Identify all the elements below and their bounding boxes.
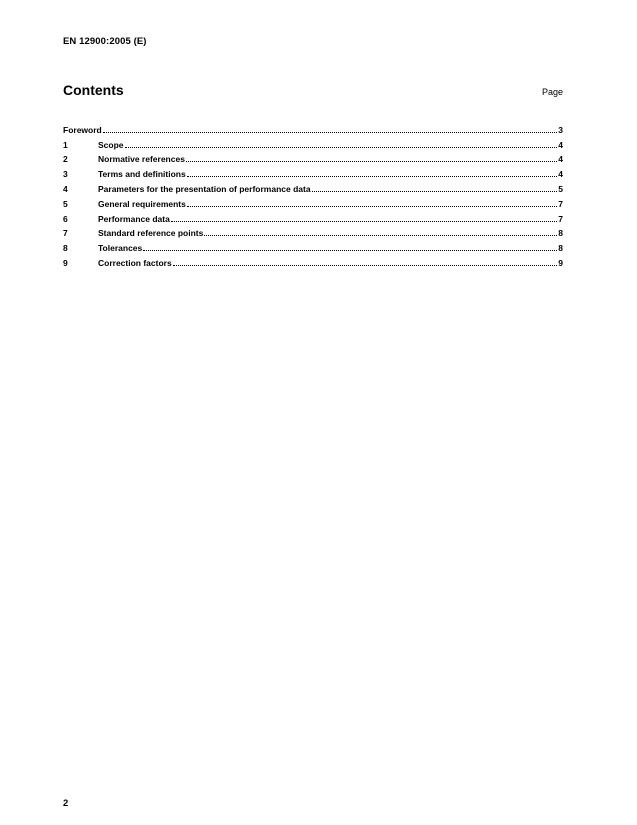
toc-entry-title: Terms and definitions — [98, 169, 186, 180]
page-number: 2 — [63, 798, 69, 809]
toc-entry-page: 4 — [558, 169, 563, 180]
toc-dot-leader — [143, 250, 557, 251]
toc-entry-number: 1 — [63, 139, 68, 150]
toc-entry-scope[interactable] — [63, 135, 563, 150]
toc-entry-title: Tolerances — [98, 243, 143, 254]
toc-entry-title: Foreword — [63, 124, 102, 135]
toc-entry-title: Scope — [98, 139, 124, 150]
document-header: EN 12900:2005 (E) — [63, 36, 147, 47]
toc-entry-page: 4 — [558, 139, 563, 150]
toc-entry-standard-reference-points[interactable] — [63, 224, 563, 239]
toc-entry-title: General requirements — [98, 198, 186, 209]
toc-entry-number: 4 — [63, 183, 68, 194]
page-column-label: Page — [541, 87, 563, 97]
table-of-contents — [63, 120, 563, 268]
toc-dot-leader — [125, 147, 558, 148]
toc-entry-page: 7 — [558, 213, 563, 224]
toc-dot-leader — [187, 206, 557, 207]
toc-dot-leader — [103, 132, 558, 133]
toc-entry-page: 5 — [558, 183, 563, 194]
toc-entry-title: Performance data — [98, 213, 170, 224]
toc-entry-title: Standard reference points — [98, 228, 204, 239]
toc-entry-page: 8 — [558, 228, 563, 239]
toc-entry-number: 7 — [63, 228, 68, 239]
toc-entry-normative-references[interactable] — [63, 150, 563, 165]
toc-entry-tolerances[interactable] — [63, 238, 563, 253]
toc-entry-parameters[interactable] — [63, 179, 563, 194]
toc-entry-number: 3 — [63, 169, 68, 180]
toc-entry-page: 8 — [558, 243, 563, 254]
toc-entry-number: 5 — [63, 198, 68, 209]
toc-dot-leader — [171, 221, 557, 222]
toc-entry-title: Parameters for the presentation of performance data — [98, 183, 311, 194]
toc-dot-leader — [187, 176, 558, 177]
toc-dot-leader — [204, 235, 557, 236]
toc-entry-page: 3 — [558, 124, 563, 135]
toc-dot-leader — [186, 161, 557, 162]
toc-entry-foreword[interactable] — [63, 120, 563, 135]
contents-title: Contents — [63, 82, 124, 98]
toc-entry-number: 2 — [63, 154, 68, 165]
toc-entry-page: 7 — [558, 198, 563, 209]
toc-entry-number: 9 — [63, 257, 68, 268]
toc-entry-number: 8 — [63, 243, 68, 254]
toc-dot-leader — [173, 265, 558, 266]
toc-entry-page: 9 — [558, 257, 563, 268]
toc-dot-leader — [312, 191, 558, 192]
toc-entry-terms-and-definitions[interactable] — [63, 164, 563, 179]
toc-entry-general-requirements[interactable] — [63, 194, 563, 209]
toc-entry-performance-data[interactable] — [63, 209, 563, 224]
toc-entry-title: Normative references — [98, 154, 185, 165]
toc-entry-number: 6 — [63, 213, 68, 224]
toc-entry-title: Correction factors — [98, 257, 172, 268]
toc-entry-correction-factors[interactable] — [63, 253, 563, 268]
toc-entry-page: 4 — [558, 154, 563, 165]
